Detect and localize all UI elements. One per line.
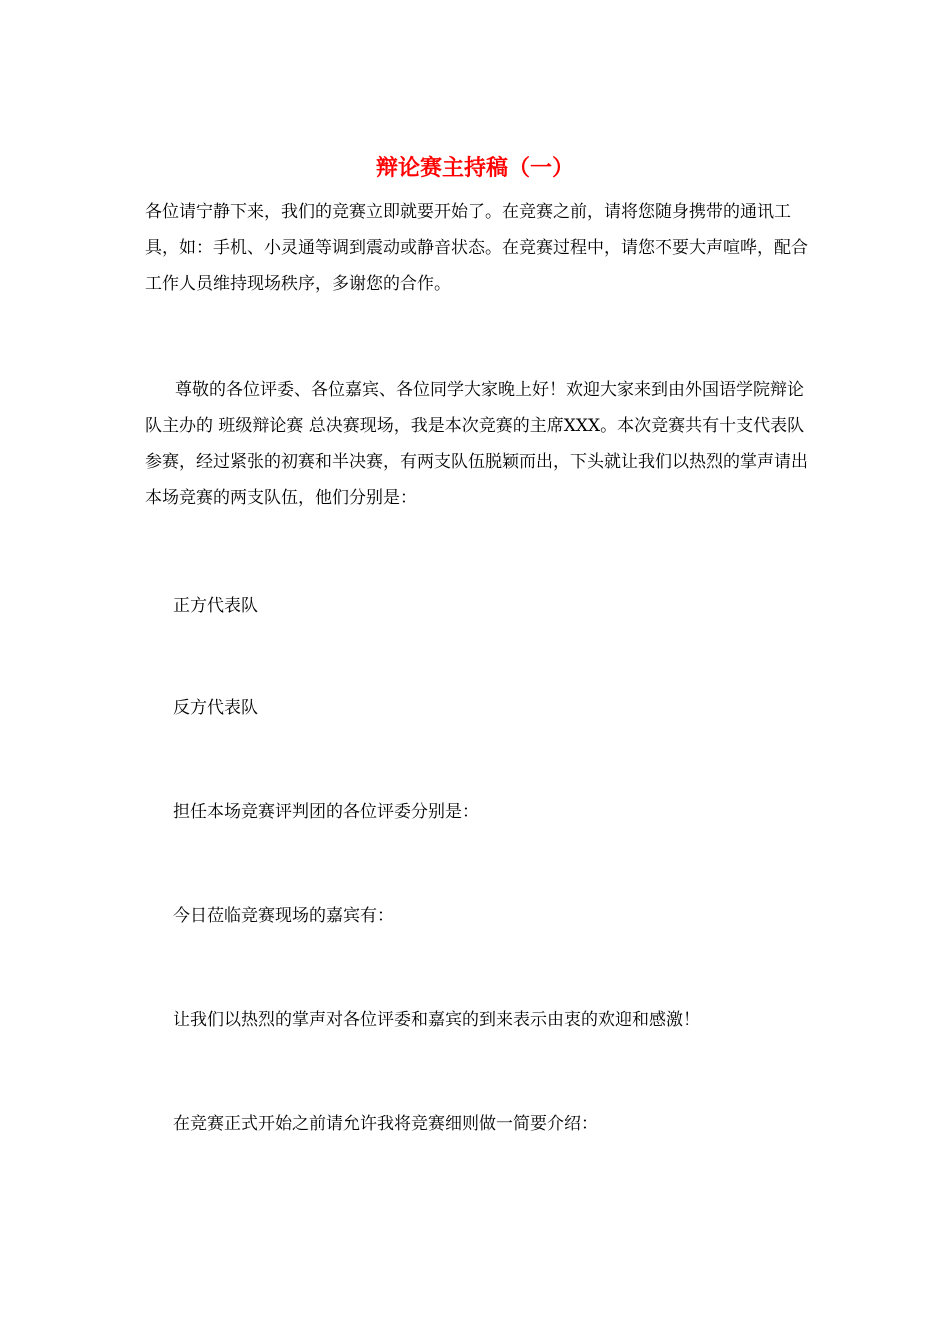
judges-line: 担任本场竞赛评判团的各位评委分别是： xyxy=(173,802,479,822)
paragraph-quiet-notice: 各位请宁静下来，我们的竞赛立即就要开始了。在竞赛之前，请将您随身携带的通讯工具，如：手机、小灵通等调到震动或静音状态。在竞赛过程中，请您不要大声喧哗，配合工作人员维持现场秩序，多谢您的合作。 xyxy=(145,202,808,294)
paragraph-welcome-speech: 尊敬的各位评委、各位嘉宾、各位同学大家晚上好！欢迎大家来到由外国语学院辩论队主办的 班级辩论赛 总决赛现场，我是本次竞赛的主席XXX。本次竞赛共有十支代表队参赛，经过紧张的初赛和半决赛，有两支队伍脱颖而出，下头就让我们以热烈的掌声请出本场竞赛的两支队伍，他们分别是： xyxy=(145,380,808,508)
negative-team-line: 反方代表队 xyxy=(173,698,258,718)
applause-line: 让我们以热烈的掌声对各位评委和嘉宾的到来表示由衷的欢迎和感激！ xyxy=(173,1010,700,1030)
document-title: 辩论赛主持稿（一） xyxy=(375,155,574,181)
rules-intro-line: 在竞赛正式开始之前请允许我将竞赛细则做一简要介绍： xyxy=(173,1114,598,1134)
affirmative-team-line: 正方代表队 xyxy=(173,596,258,616)
guests-line: 今日莅临竞赛现场的嘉宾有： xyxy=(173,906,394,926)
